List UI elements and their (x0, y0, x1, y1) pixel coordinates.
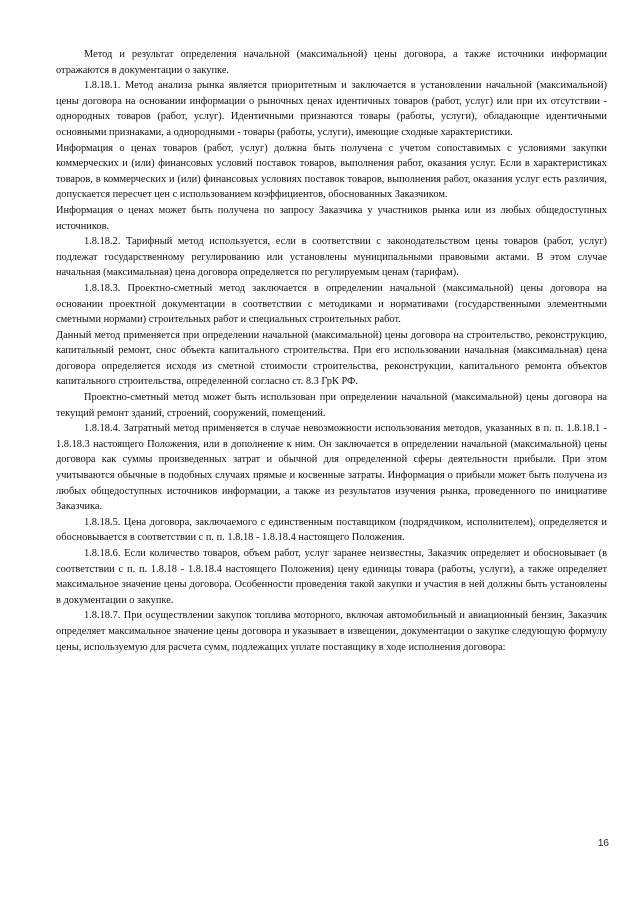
paragraph-1-8-18-1: 1.8.18.1. Метод анализа рынка является приоритетным и заключается в установлении начальной (максимальной) цены договора на основании информации о рыночных ценах идентичных товаров (работ, услуг) или при их отсутствии - однородных товаров (работ, услуг). Идентичными признаются товары (работы, услуги), обладающие идентичными основными признаками, а однородными - товары (работы, услуги), имеющие сходные характеристики. (56, 80, 607, 138)
page-number: 16 (597, 838, 609, 849)
document-body (56, 47, 607, 655)
paragraph-method-application: Данный метод применяется при определении начальной (максимальной) цены договора на строительство, реконструкцию, капитальный ремонт, снос объекта капитального строительства. При его использовании начальная (максимальная) цена договора определяется исходя из сметной стоимости строительства, реконструкции, капитального ремонта объектов капитального строительства, определенной согласно ст. 8.3 ГрК РФ. (56, 329, 607, 388)
paragraph-price-information: Информация о ценах товаров (работ, услуг) должна быть получена с учетом сопоставимых с условиями закупки коммерческих и (или) финансовых условий поставок товаров, выполнения работ, оказания услуг. Если в характеристиках товаров, в коммерческих и (или) финансовых условиях поставок товаров, выполнения работ, оказания услуг есть различия, допускается пересчет цен с использованием коэффициентов, обоснованных Заказчиком. (56, 142, 607, 201)
paragraph-1-8-18-2: 1.8.18.2. Тарифный метод используется, если в соответствии с законодательством цены товаров (работ, услуг) подлежат государственному регулированию или установлены муниципальными правовыми актами. В этом случае начальная (максимальная) цена договора определяется по регулируемым ценам (тарифам). (56, 236, 607, 279)
paragraph-1-8-18-6: 1.8.18.6. Если количество товаров, объем работ, услуг заранее неизвестны, Заказчик определяет и обосновывает (в соответствии с п. п. 1.8.18 - 1.8.18.4 настоящего Положения) цену единицы товара (работы, услуги), а также определяет максимальное значение цены договора. Особенности проведения такой закупки и участия в ней должны быть установлены в документации о закупке. (56, 548, 607, 606)
paragraph-project-estimate-repair: Проектно-сметный метод может быть использован при определении начальной (максимальной) цены договора на текущий ремонт зданий, строений, сооружений, помещений. (56, 392, 607, 419)
paragraph-price-request: Информация о ценах может быть получена по запросу Заказчика у участников рынка или из любых общедоступных источников. (56, 204, 607, 232)
paragraph-1-8-18-5: 1.8.18.5. Цена договора, заключаемого с единственным поставщиком (подрядчиком, исполнителем), определяется и обосновывается в соответствии с п. п. 1.8.18 - 1.8.18.4 настоящего Положения. (56, 516, 607, 544)
paragraph-1-8-18-3: 1.8.18.3. Проектно-сметный метод заключается в определении начальной (максимальной) цены договора на основании проектной документации в соответствии с методиками и нормативами (государственными элементными сметными нормами) строительных работ и специальных строительных работ. (56, 282, 607, 326)
paragraph-1-8-18-4: 1.8.18.4. Затратный метод применяется в случае невозможности использования методов, указанных в п. п. 1.8.18.1 - 1.8.18.3 настоящего Положения, или в дополнение к ним. Он заключается в определении начальной (максимальной) цены договора как суммы произведенных затрат и обычной для определенной сферы деятельности прибыли. При этом учитываются обычные в подобных случаях прямые и косвенные затраты. Информация о прибыли может быть получена из любых общедоступных источников информации, а также из результатов изучения рынка, проведенного по инициативе Заказчика. (56, 423, 607, 513)
paragraph-method-intro: Метод и результат определения начальной (максимальной) цены договора, а также источники информации отражаются в документации о закупке. (56, 49, 607, 76)
paragraph-1-8-18-7: 1.8.18.7. При осуществлении закупок топлива моторного, включая автомобильный и авиационный бензин, Заказчик определяет максимальное значение цены договора и указывает в извещении, документации о закупке следующую формулу цены, используемую для расчета сумм, подлежащих уплате поставщику в ходе исполнения договора: (56, 610, 607, 653)
